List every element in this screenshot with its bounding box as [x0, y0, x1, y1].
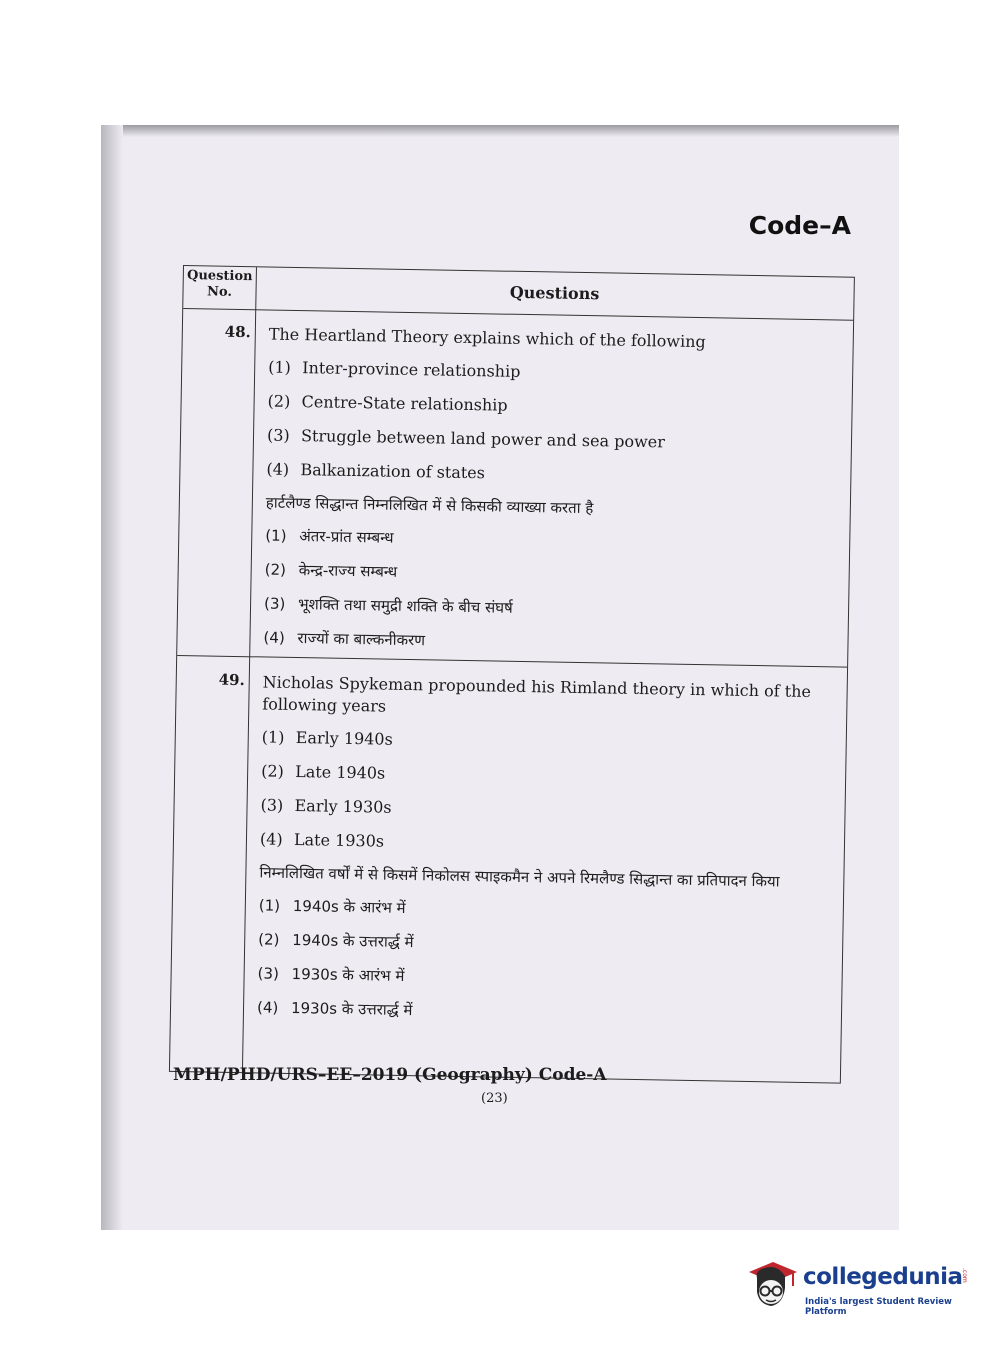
table-header — [183, 266, 854, 321]
footer-paper-code: MPH/PHD/URS–EE–2019 (Geography) Code-A — [173, 1065, 607, 1085]
question-48 — [183, 322, 853, 650]
scanned-page — [101, 125, 899, 1230]
question-body — [257, 671, 838, 1039]
header-questions: Questions — [509, 282, 600, 304]
collegedunia-logo — [743, 1256, 973, 1326]
question-text-hi: हार्टलैण्ड सिद्धान्त निम्नलिखित में से किसकी व्याख्या करता है — [265, 493, 594, 518]
page-number: (23) — [481, 1091, 508, 1106]
column-divider — [242, 267, 257, 1072]
option-hi-1: (1) 1940s के आरंभ में — [258, 896, 406, 917]
question-body — [263, 324, 844, 670]
question-table — [169, 265, 855, 1084]
code-title: Code–A — [748, 211, 851, 240]
brand-tagline: India's largest Student Review Platform — [805, 1297, 952, 1317]
student-mascot-icon — [743, 1258, 801, 1316]
option-hi-1: (1) अंतर-प्रांत सम्बन्ध — [265, 526, 394, 547]
option-hi-4: (4) 1930s के उत्तरार्द्ध में — [256, 998, 413, 1020]
question-text-hi: निम्नलिखित वर्षों में से किसमें निकोलस स्पाइकमैन ने अपने रिमलैण्ड सिद्धान्त का प्रतिपादन किया — [259, 863, 780, 891]
option-en-2: (2) Centre-State relationship — [267, 391, 508, 415]
question-number: 48. — [224, 322, 251, 342]
option-en-3: (3) Struggle between land power and sea power — [266, 425, 666, 452]
option-hi-2: (2) 1940s के उत्तरार्द्ध में — [258, 930, 414, 952]
option-en-2: (2) Late 1940s — [261, 761, 386, 783]
option-hi-4: (4) राज्यों का बाल्कनीकरण — [263, 628, 426, 650]
option-en-4: (4) Balkanization of states — [266, 459, 486, 483]
header-question-no: Question No. — [186, 268, 253, 300]
option-en-1: (1) Inter-province relationship — [268, 357, 521, 381]
option-en-1: (1) Early 1940s — [261, 727, 393, 749]
question-number: 49. — [218, 670, 245, 690]
option-hi-2: (2) केन्द्र-राज्य सम्बन्ध — [264, 560, 398, 581]
page-shadow-left — [101, 125, 123, 1230]
option-en-4: (4) Late 1930s — [259, 829, 385, 851]
option-hi-3: (3) 1930s के आरंभ में — [257, 964, 405, 985]
page-shadow-top — [101, 125, 899, 137]
option-hi-3: (3) भूशक्ति तथा समुद्री शक्ति के बीच संघर्ष — [263, 594, 513, 617]
question-text-en: Nicholas Spykeman propounded his Rimland theory in which of the following years — [262, 672, 812, 716]
brand-name: collegedunia — [803, 1264, 963, 1290]
option-en-3: (3) Early 1930s — [260, 795, 392, 817]
brand-com: .com — [961, 1268, 968, 1283]
question-text-en: The Heartland Theory explains which of the following — [268, 324, 706, 352]
question-49 — [177, 670, 847, 1020]
